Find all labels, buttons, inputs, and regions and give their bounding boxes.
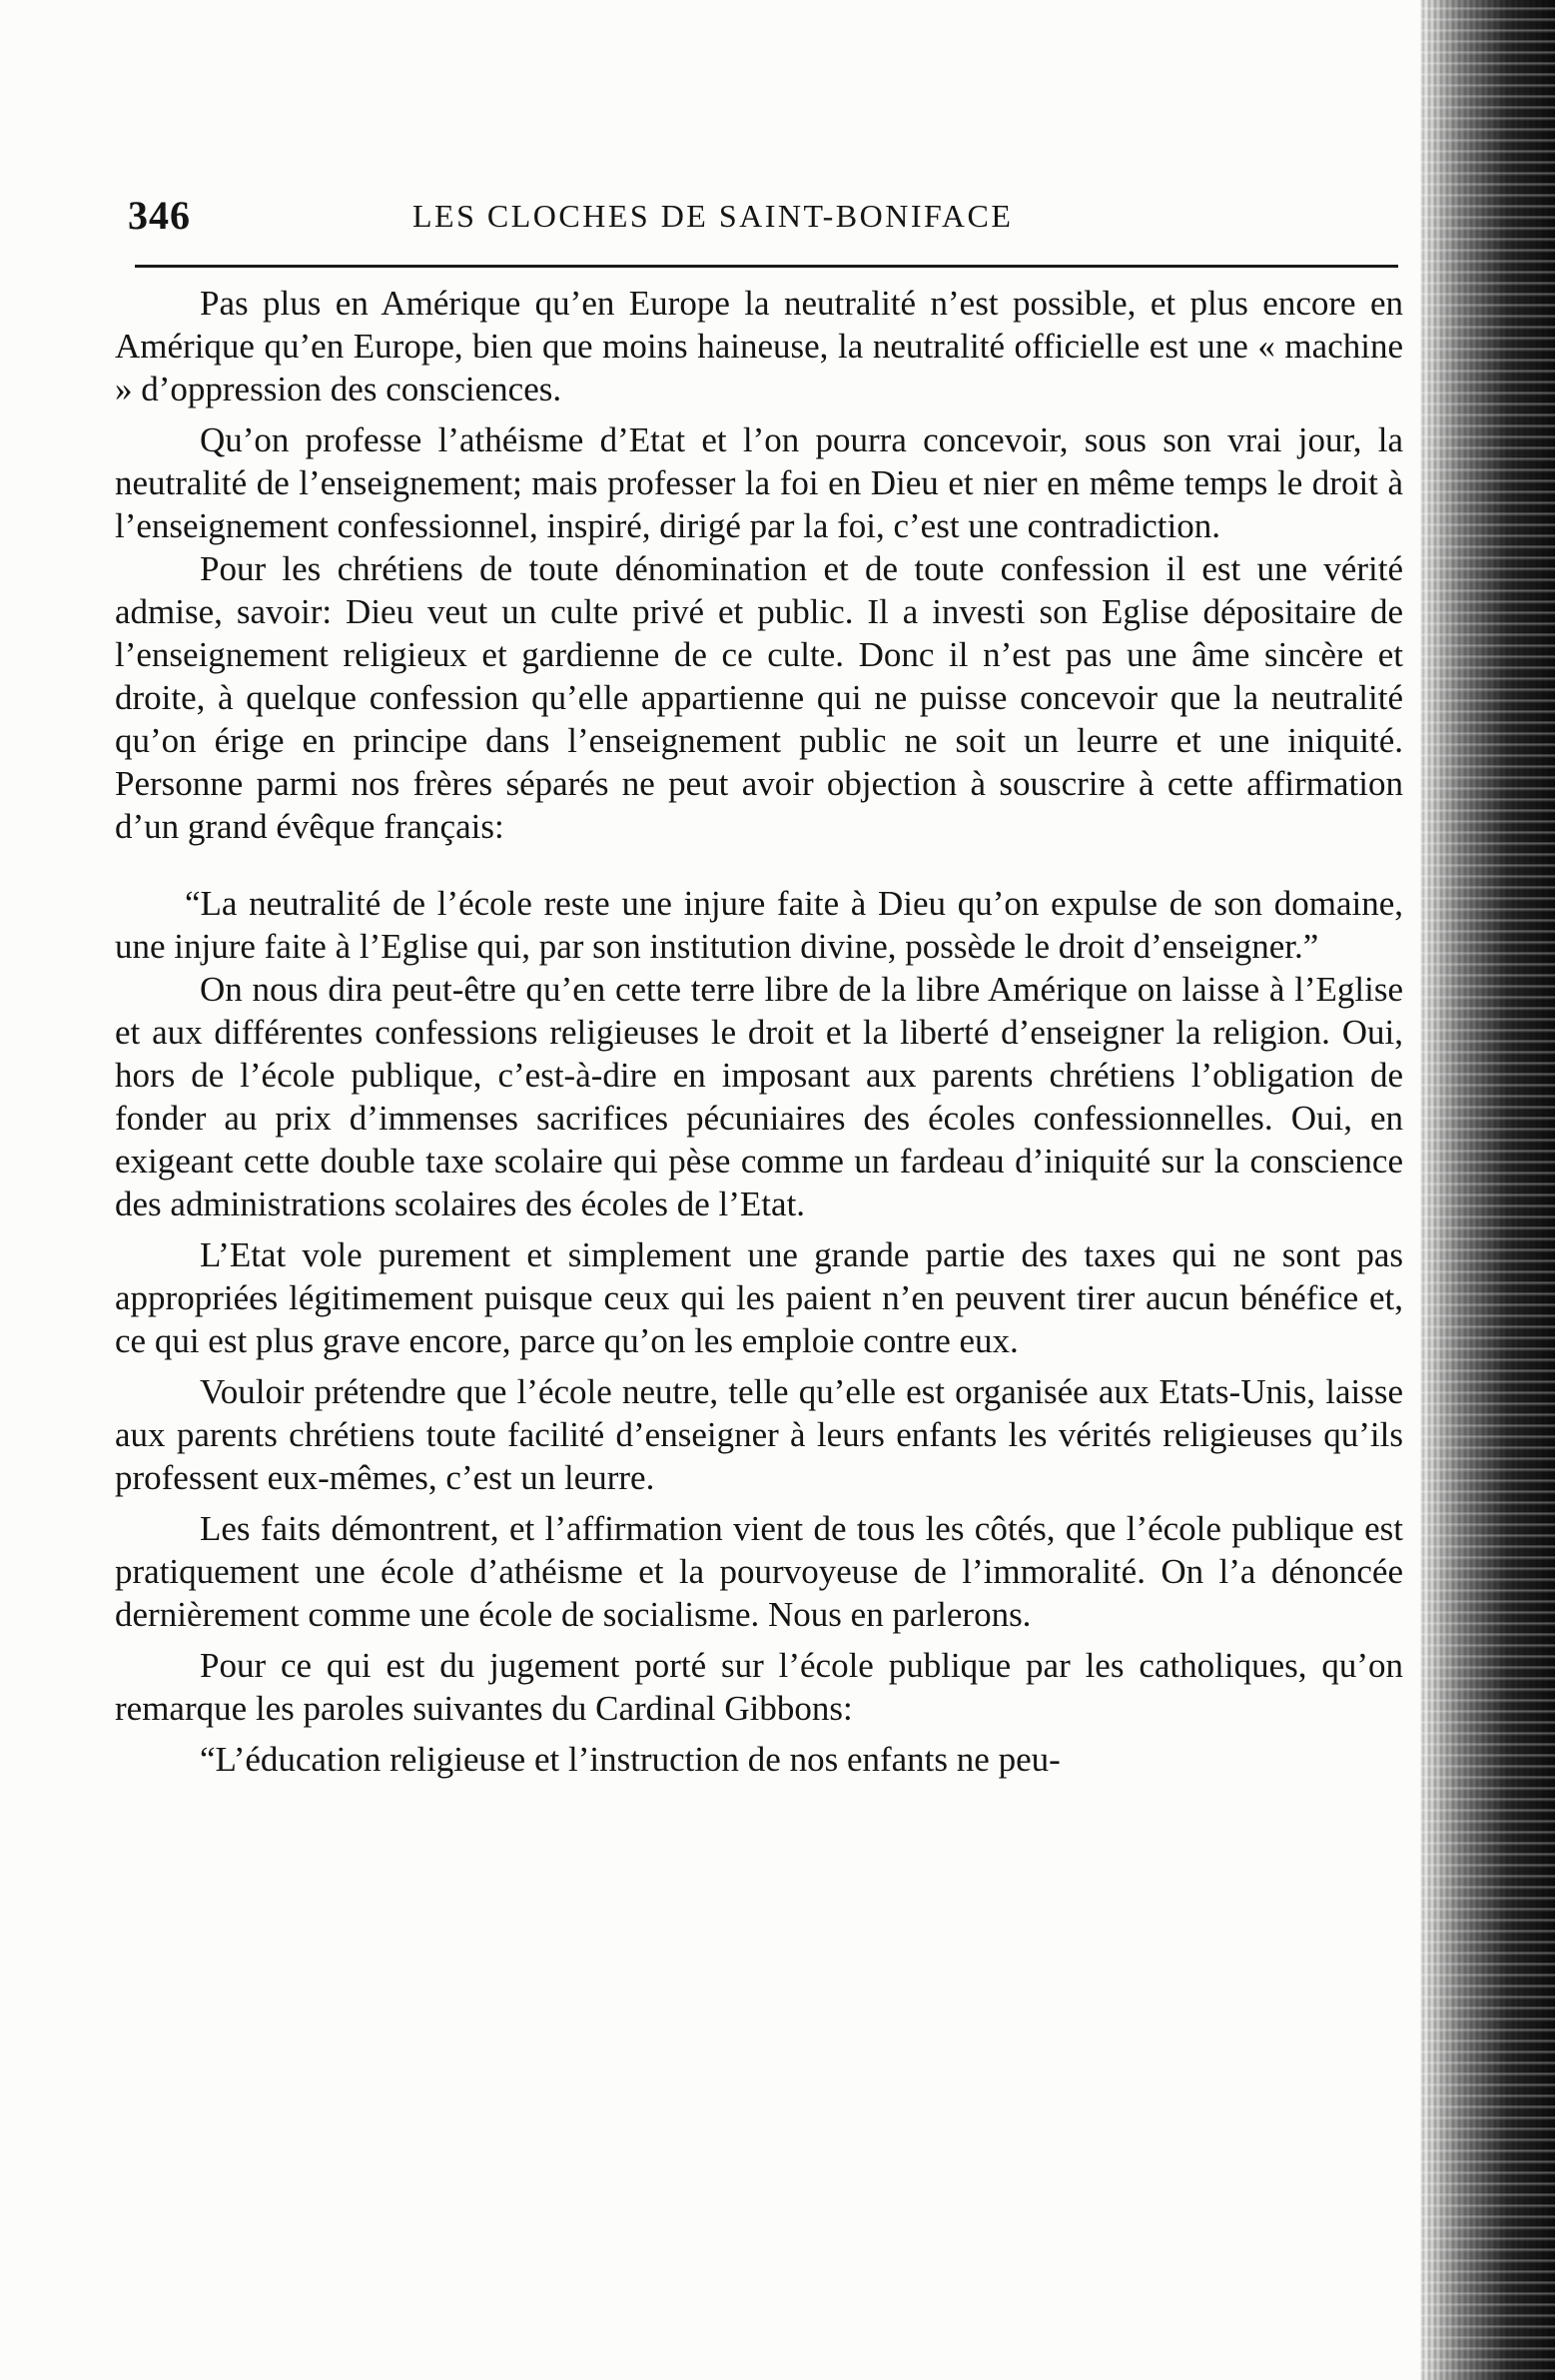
paragraph: Pas plus en Amérique qu’en Europe la neutralité n’est possible, et plus encore en Amérique qu’en Europe, bien que moins haineuse, la neutralité officielle est une « machine » d’oppression des consciences.: [115, 284, 1403, 408]
header-rule: [135, 265, 1398, 268]
paragraph: L’Etat vole purement et simplement une grande partie des taxes qui ne sont pas appropriées légitimement puisque ceux qui les paient n’en peuvent tirer aucun bénéfice et, ce qui est plus grave encore, parce qu’on les emploie contre eux.: [115, 1235, 1403, 1360]
quotation: “L’éducation religieuse et l’instruction de nos enfants ne peu-: [200, 1740, 1061, 1779]
page-number: 346: [128, 193, 191, 238]
paragraph: Vouloir prétendre que l’école neutre, telle qu’elle est organisée aux Etats-Unis, laisse aux parents chrétiens toute facilité d’enseigner à leurs enfants les vérités religieuses qu’ils professent eux-mêmes, c’est un leurre.: [115, 1372, 1403, 1497]
paragraph: Les faits démontrent, et l’affirmation vient de tous les côtés, que l’école publique est pratiquement une école d’athéisme et la pourvoyeuse de l’immoralité. On l’a dénoncée dernièrement comme une école de socialisme. Nous en parlerons.: [115, 1509, 1403, 1634]
body-text: [115, 282, 1403, 1781]
quotation: “La neutralité de l’école reste une injure faite à Dieu qu’on expulse de son domaine, une injure faite à l’Eglise qui, par son institution divine, possède le droit d’enseigner.”: [115, 884, 1403, 966]
paragraph: Pour ce qui est du jugement porté sur l’école publique par les catholiques, qu’on remarque les paroles suivantes du Cardinal Gibbons:: [115, 1646, 1403, 1728]
paragraph: On nous dira peut-être qu’en cette terre libre de la libre Amérique on laisse à l’Eglise et aux différentes confessions religieuses le droit et la liberté d’enseigner la religion. Oui, hors de l’école publique, c’est-à-dire en imposant aux parents chrétiens l’obligation de fonder au prix d’immenses sacrifices pécuniaires des écoles confessionnelles. Oui, en exigeant cette double taxe scolaire qui pèse comme un fardeau d’iniquité sur la conscience des administrations scolaires des écoles de l’Etat.: [115, 970, 1403, 1223]
page-header: [128, 192, 1396, 252]
page-edge-shadow: [1420, 0, 1555, 2380]
paragraph: Qu’on professe l’athéisme d’Etat et l’on pourra concevoir, sous son vrai jour, la neutralité de l’enseignement; mais professer la foi en Dieu et nier en même temps le droit à l’enseignement confessionnel, inspiré, dirigé par la foi, c’est une contradiction.: [115, 420, 1403, 545]
paragraph: Pour les chrétiens de toute dénomination et de toute confession il est une vérité admise, savoir: Dieu veut un culte privé et public. Il a investi son Eglise dépositaire de l’enseignement religieux et gardienne de ce culte. Donc il n’est pas une âme sincère et droite, à quelque confession qu’elle appartienne qui ne puisse concevoir que la neutralité qu’on érige en principe dans l’enseignement public ne soit un leurre et une iniquité. Personne parmi nos frères séparés ne peut avoir objection à souscrire à cette affirmation d’un grand évêque français:: [115, 549, 1403, 846]
running-title: LES CLOCHES DE SAINT-BONIFACE: [412, 198, 1014, 234]
